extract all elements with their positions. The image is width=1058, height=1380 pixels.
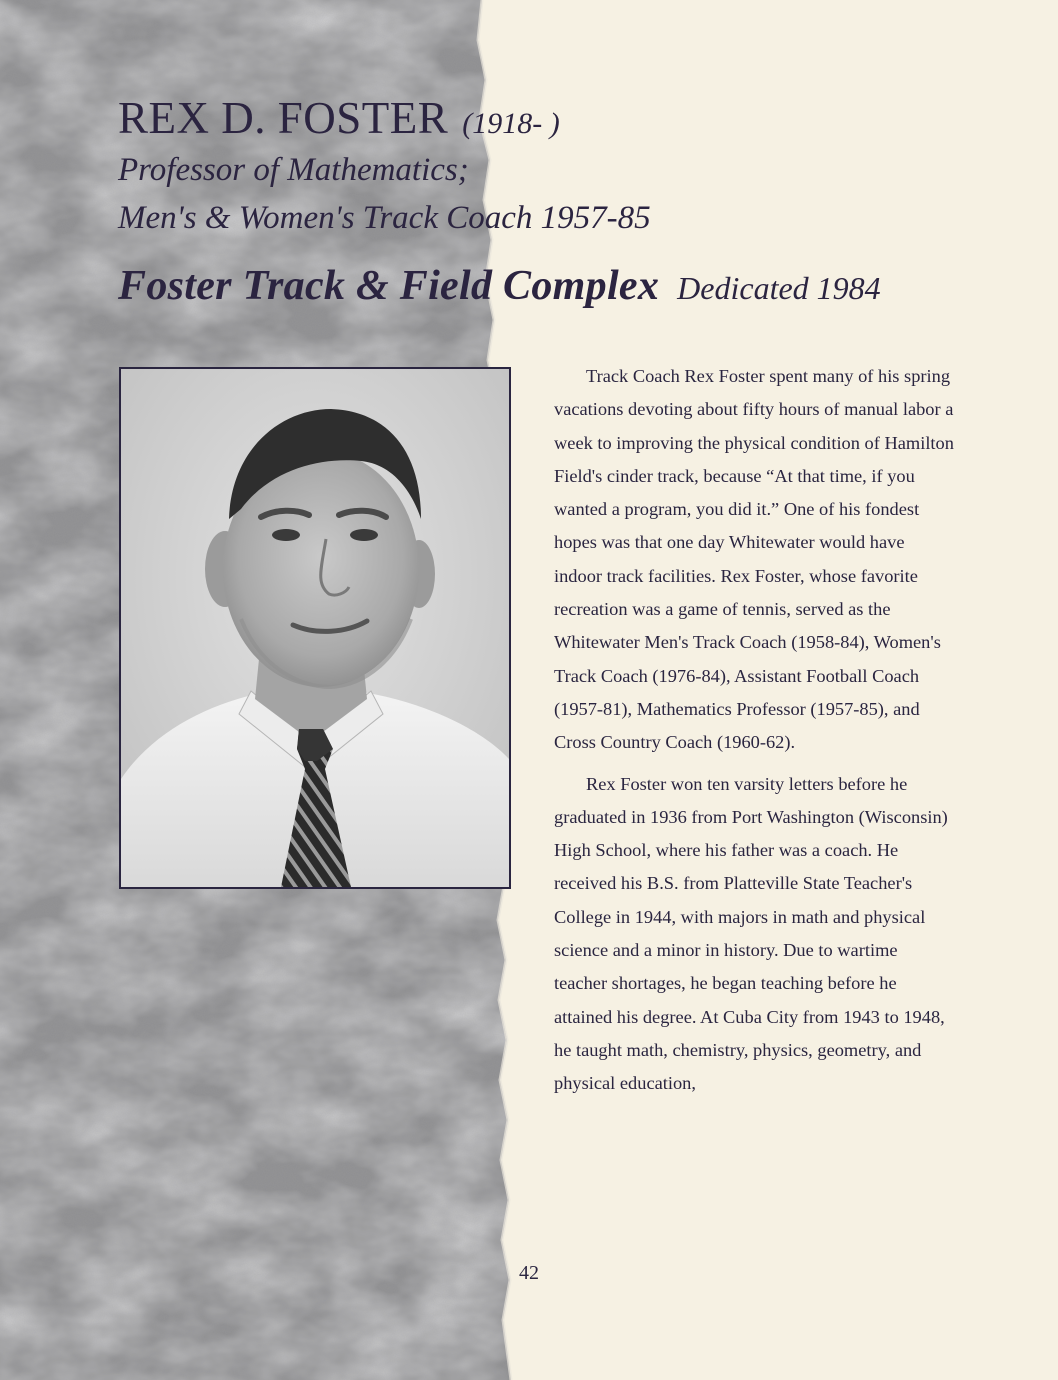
- portrait-photo-icon: [121, 369, 509, 887]
- title-coach-years: 1957-85: [540, 200, 651, 236]
- life-dates: (1918- ): [462, 107, 560, 140]
- biography-paragraph-2: Rex Foster won ten varsity letters before he graduated in 1936 from Port Washington (Wisconsin) High School, where his father was a coach. He received his B.S. from Platteville State Teacher's College in 1944, with majors in math and physical science and a minor in history. Due to wartime teacher shortages, he began teaching before he attained his degree. At Cuba City from 1943 to 1948, he taught math, chemistry, physics, geometry, and physical education,: [554, 773, 948, 1094]
- title-coach-text: Men's & Women's Track Coach: [118, 200, 533, 236]
- title-professor: Professor of Mathematics;: [118, 152, 469, 188]
- complex-line: [118, 262, 881, 310]
- dedicated-year: Dedicated 1984: [677, 270, 881, 306]
- header-name-line: [118, 92, 560, 144]
- complex-name: Foster Track & Field Complex: [118, 263, 660, 309]
- portrait-photo: [119, 367, 511, 889]
- biography-paragraph-1: Track Coach Rex Foster spent many of his spring vacations devoting about fifty hours of manual labor a week to improving the physical condition of Hamilton Field's cinder track, because “At that time, if you wanted a program, you did it.” One of his fondest hopes was that one day Whitewater would have indoor track facilities. Rex Foster, whose favorite recreation was a game of tennis, served as the Whitewater Men's Track Coach (1958-84), Women's Track Coach (1976-84), Assistant Football Coach (1957-81), Mathematics Professor (1957-85), and Cross Country Coach (1960-62).: [554, 366, 954, 753]
- biography-text: [554, 360, 954, 1101]
- title-coach: [118, 200, 651, 237]
- person-name: REX D. FOSTER: [118, 93, 449, 143]
- page-number: 42: [519, 1262, 539, 1284]
